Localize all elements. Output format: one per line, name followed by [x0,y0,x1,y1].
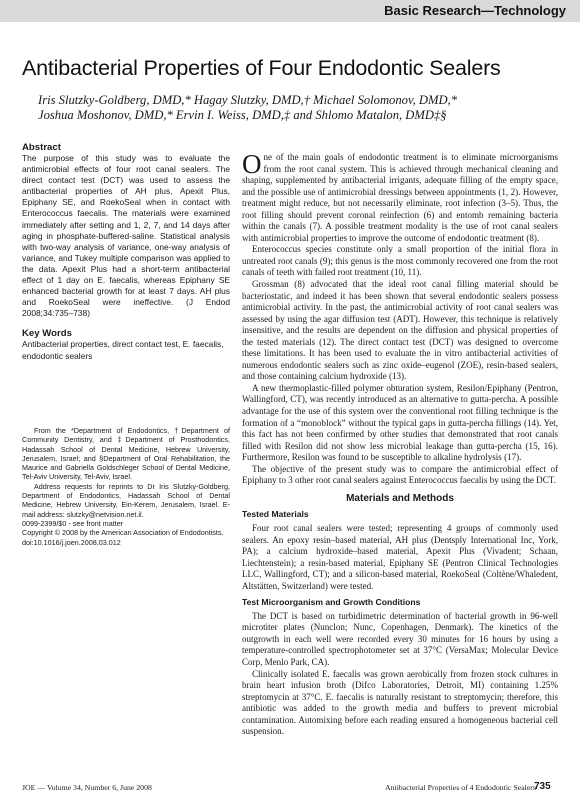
methods-paragraph-3: Clinically isolated E. faecalis was grown aerobically from frozen stock cultures in brain heart infusion broth (Difco Laboratories, Detroit, MI) containing 1.25% streptomycin at 37°C. E. faecalis is naturally resistant to streptomycin; therefore, this antibiotic was added to the growth media and buffers to prevent microbial contamination. Automixing before each reading ensured a homogeneous bacterial cell suspension. [242,668,558,737]
abstract-text: The purpose of this study was to evaluate the antimicrobial effects of four root canal sealers. The direct contact test (DCT) was used to assess the antibacterial properties of AH plus, Apexit Plus, Epiphany SE, and RoekoSeal when in contact with Enterococcus faecalis. The materials were examined immediately after setting and 1, 2, 7, and 14 days after aging in phosphate-buffered-saline. Statistical analysis with two-way analysis of variance, one-way analysis of variance, and Tukey multiple comparison was applied to the data. Apexit Plus had a short-term antibacterial effect of 1 day on E. faecalis, whereas Epiphany SE enhanced bacterial growth for at least 7 days. AH plus and RoekoSeal were ineffective. (J Endod 2008;34:735–738) [22,153,230,319]
intro-paragraph-3: Grossman (8) advocated that the ideal root canal filling material should be bacteriostatic, and indeed it has been shown that several endodontic sealers possess antimicrobial activity. In the past, the antimicrobial activity of root canal sealers was assessed by using the agar diffusion test (ADT). However, this technique is relatively insensitive, and the results are dependent on the diffusion and physical properties of the tested materials (12). The direct contact test (DCT) was designed to overcome these limitations. It has been used to evaluate the in vitro antibacterial activities of numerous endodontic sealers such as zinc oxide–eugenol (ZOE), resin-based sealers, and those containing calcium hydroxide (13). [242,279,558,382]
author-line-1: Iris Slutzky-Goldberg, DMD,* Hagay Slutzky, DMD,† Michael Solomonov, DMD,* [38,93,458,107]
article-title: Antibacterial Properties of Four Endodontic Sealers [22,56,501,80]
issn-line: 0099-2399/$0 - see front matter [22,518,124,528]
tested-materials-heading: Tested Materials [242,509,309,520]
abstract-heading: Abstract [22,142,61,153]
intro-paragraph-5: The objective of the present study was to compare the antimicrobial effect of Epiphany to 3 other root canal sealers against Enterococcus faecalis by using the DCT. [242,463,558,486]
drop-cap: O [242,149,262,179]
intro-paragraph-4: A new thermoplastic-filled polymer obturation system, Resilon/Epiphany (Pentron, Wallingford, CT), was recently introduced as an alternative to gutta-percha. A possible advantage for the use of this system over the conventional root filling technique is the formation of a “monoblock” without the typical gaps in gutta-percha fillings (14). Yet, this fact has not been confirmed by other studies that demonstrated that root canals filled with Resilon did not show less microbial leakage than gutta-percha (15, 16). Furthermore, Resilon was found to be susceptible to alkaline hydrolysis (17). [242,382,558,463]
main-text-column [242,149,558,738]
abstract-column [22,142,230,362]
doi-line: doi:10.1016/j.joen.2008.03.012 [22,537,121,547]
growth-conditions-heading: Test Microorganism and Growth Conditions [242,597,421,608]
affiliations-block [22,426,230,547]
intro-paragraph-1-text: ne of the main goals of endodontic treatment is to eliminate microorganisms from the root canal system. This is achieved through mechanical cleaning and shaping, supplemented by antibacterial irrigants, adequate filling of the empty space, and the possible use of antimicrobial dressings between appointments (1, 2). However, treatment might reduce, but not necessarily eliminate, root infection (3–5). Thus, the root filling should prevent coronal reinfection (6) and entomb remaining bacteria within the canals (7). A possible treatment modality is the use of root canal sealers with antimicrobial properties to improve the outcome of endodontic treatment (8). [242,152,558,243]
page-number: 735 [534,781,551,792]
affiliation-text: From the *Department of Endodontics, †Department of Community Dentistry, and ‡Department of Prosthodontics, Hadassah School of Dental Medicine, Hebrew University, Jerusalem, Israel; and §Department of Oral Rehabilitation, the Maurice and Gabriella Goldschleger School of Dental Medicine, Tel-Aviv University, Tel-Aviv, Israel. [22,426,230,482]
copyright-line: Copyright © 2008 by the American Association of Endodontists. [22,528,224,538]
footer-journal: JOE — Volume 34, Number 6, June 2008 [22,783,152,792]
author-list [38,93,558,123]
methods-paragraph-2: The DCT is based on turbidimetric determination of bacterial growth in 96-well microtiter plates (Nunclon; Nunc, Copenhagen, Denmark). The kinetics of the outgrowth in each well were recorded every 30 minutes for 16 hours by using a temperature-controlled spectrophotometer set at 37°C (VersaMax; Molecular Device Corp, Menlo Park, CA). [242,610,558,667]
keywords-text: Antibacterial properties, direct contact test, E. faecalis, endodontic sealers [22,339,224,361]
author-line-2: Joshua Moshonov, DMD,* Ervin I. Weiss, DMD,‡ and Shlomo Matalon, DMD‡§ [38,108,447,122]
keywords-heading: Key Words [22,328,72,340]
methods-heading: Materials and Methods [346,492,454,504]
intro-paragraph-1 [242,149,558,244]
section-header-bar [0,0,580,22]
section-label: Basic Research—Technology [384,3,566,18]
footer-running-title: Antibacterial Properties of 4 Endodontic Sealers [385,783,536,792]
intro-paragraph-2: Enterococcus species constitute only a small proportion of the initial flora in untreated root canals (9); this genus is the most commonly recovered one from the root canals of teeth with failed root treatment (10, 11). [242,244,558,278]
methods-paragraph-1: Four root canal sealers were tested; representing 4 groups of commonly used sealers. An epoxy resin–based material, AH plus (Dentsply International Inc, York, PA); a calcium hydroxide–based material, Apexit Plus (Vivadent; Schaan, Liechtenstein); a resin-based material, Epiphany SE (Pentron Clinical Technologies LLC, Wallingford, CT); and a silicon-based material, RoekoSeal (Coltène/Whaledent, Altstätten, Switzerland) were tested. [242,522,558,591]
reprint-address: Address requests for reprints to Dr Iris Slutzky-Goldberg, Department of Endodontics, Hadassah School of Dental Medicine, Hebrew University, Ein-Kerem, Jerusalem, Israel. E-mail address: slutzky@netvision.net.il. [22,481,230,519]
